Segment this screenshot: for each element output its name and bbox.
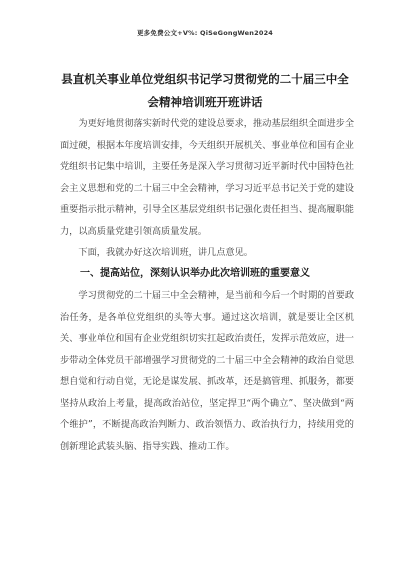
document-title: 县直机关事业单位党组织书记学习贯彻党的二十届三中全会精神培训班开班讲话 <box>61 72 349 109</box>
promo-header-note: 更多免费公文+V%: QiSeGongWen2024 <box>136 29 274 37</box>
intro-paragraph: 为更好地贯彻落实新时代党的建设总要求，推动基层组织全面进步全面过硬，根据本年度培训安排，今天组织开展机关、事业单位和国有企业党组织书记集中培训，主要任务是深入学习贯彻习近平新时代中国特色社会主义思想和党的二十届三中全会精神，学习习近平总书记关于党的建设重要指示批示精神，引导全区基层党组织书记强化责任担当、提高履职能力，以高质量党建引领高质量发展。 <box>60 118 355 237</box>
transition-paragraph: 下面，我就办好这次培训班，讲几点意见。 <box>78 247 253 258</box>
section-heading: 一、提高站位，深刻认识举办此次培训班的重要意义 <box>80 268 310 279</box>
section-paragraph: 学习贯彻党的二十届三中全会精神，是当前和今后一个时期的首要政治任务，是各单位党组织的头等大事。通过这次培训，就是要让全区机关、事业单位和国有企业党组织切实扛起政治责任，发挥示范效应，进一步带动全体党员干部增强学习贯彻党的二十届三中全会精神的政治自觉思想自觉和行动自觉，无论是谋发展、抓改革，还是搞管理、抓服务，都要坚持从政治上考量，提高政治站位，坚定捍卫“两个确立”、坚决做到“两个维护”，不断提高政治判断力、政治领悟力、政治执行力，持续用党的创新理论武装头脑、指导实践、推动工作。 <box>60 290 355 452</box>
